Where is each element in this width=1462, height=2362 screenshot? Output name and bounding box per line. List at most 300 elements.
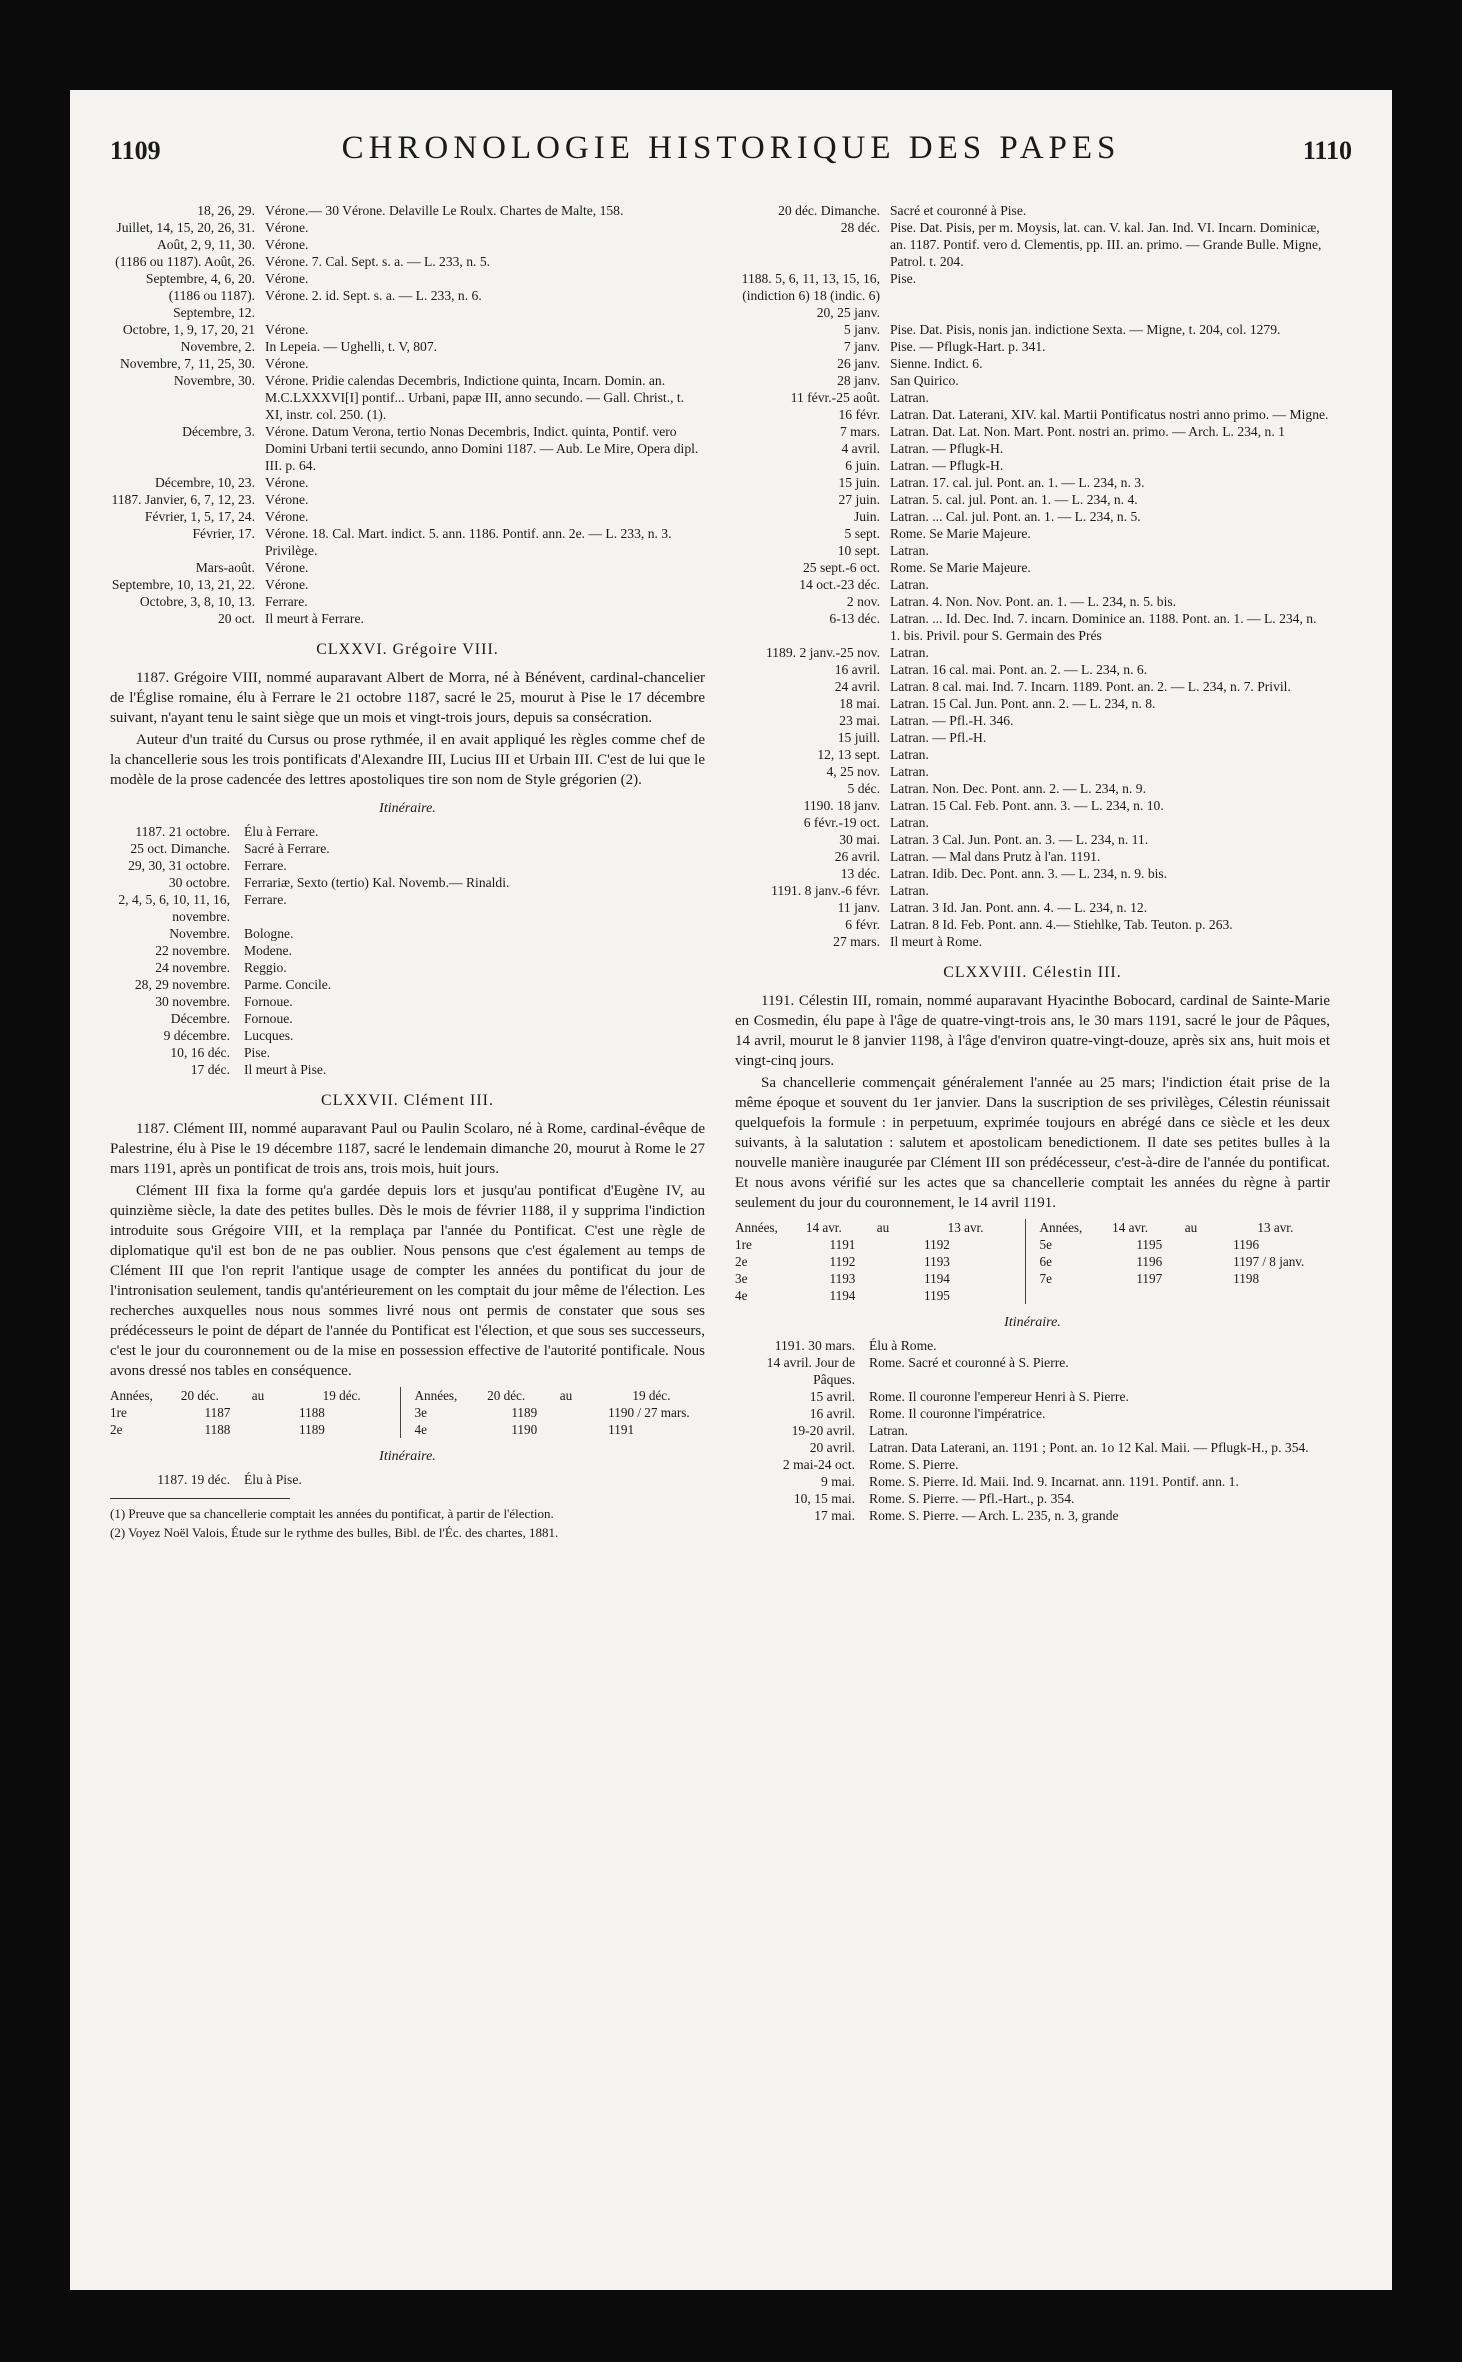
itinerary-date: 24 novembre. (155, 960, 230, 975)
itinerary-date: 7 janv. (843, 339, 880, 354)
itinerary-entry: Il meurt à Rome. (890, 934, 983, 949)
itinerary-date: 28, 29 novembre. (134, 977, 230, 992)
itinerary-entry: Ferrare. (244, 858, 287, 873)
itinerary-date: Décembre. (170, 1011, 230, 1026)
itinerary-row (735, 678, 1330, 695)
itinerary-date: 1191. 30 mars. (774, 1338, 855, 1353)
itinerary-date: 1190. 18 janv. (803, 798, 880, 813)
itinerary-date: 30 mai. (839, 832, 880, 847)
itinerary-row (735, 423, 1330, 440)
itinerary-row (110, 959, 705, 976)
itinerary-row (735, 321, 1330, 338)
table-cell: 4e (735, 1288, 748, 1303)
itinerary-row (735, 559, 1330, 576)
itinerary-entry: Vérone. (265, 356, 309, 371)
itinerary-row (735, 882, 1330, 899)
itinerary-entry: Sienne. Indict. 6. (890, 356, 983, 371)
table-header-cell: 13 avr. (947, 1220, 984, 1235)
table-cell: 1190 / 27 mars. (608, 1405, 690, 1420)
itinerary-row (110, 355, 705, 372)
itinerary-row (110, 270, 705, 287)
table-header-row (110, 1387, 394, 1404)
itinerary-row (110, 338, 705, 355)
table-cell: 1188 (299, 1405, 325, 1420)
itinerary-row (110, 925, 705, 942)
footnote: (2) Voyez Noël Valois, Étude sur le rythme des bulles, Bibl. de l'Éc. des chartes, 1881. (110, 1525, 559, 1540)
itinerary-entry: Sacré à Ferrare. (244, 841, 330, 856)
itinerary-entry: Rome. S. Pierre. Id. Maii. Ind. 9. Incarnat. ann. 1191. Pontif. ann. 1. (869, 1474, 1239, 1489)
itinerary-row (735, 202, 1330, 219)
itinerary-date: 1187. 19 déc. (157, 1472, 230, 1487)
itinerary-date: 2 mai-24 oct. (782, 1457, 855, 1472)
itinerary-date: 18 mai. (839, 696, 880, 711)
itinerary-entry: Rome. Sacré et couronné à S. Pierre. (869, 1355, 1069, 1370)
itinerary-entry: San Quirico. (890, 373, 959, 388)
itinerary-row (735, 576, 1330, 593)
itinerary-row (735, 270, 1330, 321)
table-row (110, 1404, 394, 1421)
itinerary-title: Itinéraire. (1004, 1315, 1061, 1330)
itinerary-date: Septembre, 4, 6, 20. (145, 271, 255, 286)
itinerary-row (735, 763, 1330, 780)
itinerary-date: 24 avril. (834, 679, 880, 694)
itinerary-entry: Vérone. (265, 492, 309, 507)
table-half (735, 1219, 1026, 1304)
itinerary-row (735, 474, 1330, 491)
footnote-rule (110, 1498, 290, 1499)
itinerary-date: 13 déc. (840, 866, 880, 881)
itinerary-entry: Sacré et couronné à Pise. (890, 203, 1027, 218)
itinerary-date: 1187. 21 octobre. (135, 824, 230, 839)
itinerary-entry: Élu à Ferrare. (244, 824, 319, 839)
table-header-cell: au (876, 1220, 890, 1235)
itinerary-entry: Rome. S. Pierre. — Pfl.-Hart., p. 354. (869, 1491, 1075, 1506)
itinerary-row (735, 1490, 1330, 1507)
section-heading-clement-iii: CLXXVII. Clément III. (321, 1092, 494, 1109)
table-header-row (1040, 1219, 1331, 1236)
itinerary-row (735, 1507, 1330, 1524)
itinerary-entry: Latran. 15 Cal. Jun. Pont. ann. 2. — L. 234, n. 8. (890, 696, 1156, 711)
itinerary-entry: Vérone.— 30 Vérone. Delaville Le Roulx. Chartes de Malte, 158. (265, 203, 624, 218)
itinerary-row (735, 1439, 1330, 1456)
itinerary-row (735, 797, 1330, 814)
itinerary-entry: Il meurt à Ferrare. (265, 611, 364, 626)
itinerary-entry: Rome. S. Pierre. — Arch. L. 235, n. 3, grande (869, 1508, 1119, 1523)
table-cell: 1re (735, 1237, 752, 1252)
table-cell: 1195 (924, 1288, 950, 1303)
itinerary-entry: Pise. — Pflugk-Hart. p. 341. (890, 339, 1046, 354)
table-header-cell: 13 avr. (1257, 1220, 1294, 1235)
itinerary-row (735, 1456, 1330, 1473)
table-cell: 1191 (829, 1237, 856, 1252)
itinerary-entry: Latran. (869, 1423, 908, 1438)
itinerary-date: 4, 25 nov. (826, 764, 880, 779)
itinerary-date: 20 déc. Dimanche. (778, 203, 880, 218)
itinerary-row (110, 525, 705, 559)
itinerary-entry: Latran. Non. Dec. Pont. ann. 2. — L. 234, n. 9. (890, 781, 1146, 796)
itinerary-row (110, 559, 705, 576)
itinerary-row (735, 440, 1330, 457)
itinerary-entry: Rome. Se Marie Majeure. (890, 560, 1031, 575)
itinerary-row (735, 1388, 1330, 1405)
itinerary-entry: Latran. 3 Id. Jan. Pont. ann. 4. — L. 234, n. 12. (890, 900, 1148, 915)
itinerary-entry: Latran. (890, 645, 929, 660)
table-cell: 5e (1039, 1237, 1052, 1252)
itinerary-date: 30 novembre. (155, 994, 230, 1009)
pontificate-years-table (110, 1387, 705, 1438)
itinerary-date: 5 janv. (843, 322, 880, 337)
itinerary-entry: Latran. (890, 883, 929, 898)
table-cell: 1197 (1136, 1271, 1163, 1286)
itinerary-date: 20 avril. (809, 1440, 855, 1455)
table-cell: 1194 (829, 1288, 856, 1303)
table-half (110, 1387, 401, 1438)
itinerary-entry: Vérone. (265, 577, 309, 592)
book-page (70, 90, 1392, 2290)
itinerary-row (735, 406, 1330, 423)
itinerary-entry: Vérone. Pridie calendas Decembris, Indictione quinta, Incarn. Domin. an. M.C.LXXXVI[I] pontif... Urbani, papæ III, anno secundo. — Gall. Christ., t. XI, instr. col. 250. (1). (265, 373, 685, 422)
table-header-cell: 14 avr. (1112, 1220, 1149, 1235)
itinerary-entry: Latran. — Pflugk-H. (890, 458, 1004, 473)
itinerary-date: Septembre, 10, 13, 21, 22. (111, 577, 255, 592)
itinerary-row (735, 491, 1330, 508)
itinerary-entry: Vérone. 18. Cal. Mart. indict. 5. ann. 1186. Pontif. ann. 2e. — L. 233, n. 3. Privilège. (265, 526, 672, 558)
itinerary-date: (1186 ou 1187). Septembre, 12. (168, 288, 255, 320)
itinerary-date: (1186 ou 1187). Août, 26. (115, 254, 255, 269)
itinerary-date: 5 déc. (847, 781, 880, 796)
itinerary-row (110, 1471, 705, 1488)
table-row (735, 1287, 1019, 1304)
table-cell: 1193 (829, 1271, 856, 1286)
itinerary-row (735, 372, 1330, 389)
table-cell: 1192 (829, 1254, 856, 1269)
itinerary-row (110, 1010, 705, 1027)
itinerary-row (110, 423, 705, 474)
itinerary-entry: Latran. 17. cal. jul. Pont. an. 1. — L. 234, n. 3. (890, 475, 1145, 490)
itinerary-title: Itinéraire. (379, 1449, 436, 1464)
itinerary-date: 20 oct. (218, 611, 255, 626)
itinerary-date: 23 mai. (839, 713, 880, 728)
itinerary-date: 15 juin. (838, 475, 880, 490)
itinerary-entry: Ferrariæ, Sexto (tertio) Kal. Novemb.— Rinaldi. (244, 875, 510, 890)
itinerary-entry: Latran. ... Cal. jul. Pont. an. 1. — L. 234, n. 5. (890, 509, 1141, 524)
itinerary-row (735, 355, 1330, 372)
itinerary-row (110, 1061, 705, 1078)
itinerary-entry: Ferrare. (265, 594, 308, 609)
itinerary-row (110, 491, 705, 508)
itinerary-date: 17 déc. (190, 1062, 230, 1077)
itinerary-entry: Latran. (890, 815, 929, 830)
itinerary-row (110, 474, 705, 491)
itinerary-entry: Latran. 4. Non. Nov. Pont. an. 1. — L. 234, n. 5. bis. (890, 594, 1177, 609)
itinerary-entry: Pise. Dat. Pisis, nonis jan. indictione Sexta. — Migne, t. 204, col. 1279. (890, 322, 1281, 337)
itinerary-row (110, 576, 705, 593)
table-header-cell: Années, (735, 1220, 778, 1235)
table-row (110, 1421, 394, 1438)
itinerary-entry: Latran. 5. cal. jul. Pont. an. 1. — L. 234, n. 4. (890, 492, 1138, 507)
itinerary-date: 6 févr.-19 oct. (803, 815, 880, 830)
itinerary-entry: Vérone. (265, 509, 309, 524)
table-cell: 1189 (511, 1405, 538, 1420)
itinerary-entry: Modene. (244, 943, 292, 958)
itinerary-date: Février, 17. (192, 526, 255, 541)
itinerary-date: 27 juin. (838, 492, 880, 507)
itinerary-entry: Latran. Dat. Lat. Non. Mart. Pont. nostri an. primo. — Arch. L. 234, n. 1 (890, 424, 1285, 439)
itinerary-date: 1189. 2 janv.-25 nov. (765, 645, 880, 660)
itinerary-date: 16 avril. (809, 1406, 855, 1421)
itinerary-entry: Latran. — Mal dans Prutz à l'an. 1191. (890, 849, 1101, 864)
itinerary-entry: Vérone. (265, 271, 309, 286)
itinerary-row (110, 823, 705, 840)
itinerary-row (735, 695, 1330, 712)
itinerary-date: 26 avril. (834, 849, 880, 864)
itinerary-date: Juillet, 14, 15, 20, 26, 31. (116, 220, 255, 235)
itinerary-row (110, 1027, 705, 1044)
itinerary-entry: Fornoue. (244, 994, 293, 1009)
itinerary-entry: Rome. Il couronne l'empereur Henri à S. Pierre. (869, 1389, 1129, 1404)
itinerary-entry: Rome. Se Marie Majeure. (890, 526, 1031, 541)
table-header-cell: Années, (110, 1388, 153, 1403)
paragraph: 1187. Grégoire VIII, nommé auparavant Albert de Morra, né à Bénévent, cardinal-chancelier de l'Église romaine, élu à Ferrare le 21 octobre 1187, sacré le 25, mourut à Pise le 17 décembre suivant, n'ayant tenu le saint siège que un mois et vingt-trois jours, depuis sa consécration. (110, 670, 705, 726)
table-cell: 1196 (1136, 1254, 1163, 1269)
table-row (1040, 1253, 1331, 1270)
itinerary-entry: Vérone. Datum Verona, tertio Nonas Decembris, Indict. quinta, Pontif. vero Domini Urbani tertii secundo, anno Domini 1187. — Aub. Le Mire, Opera dipl. III. p. 64. (265, 424, 699, 473)
table-cell: 3e (414, 1405, 427, 1420)
itinerary-row (110, 593, 705, 610)
itinerary-date: Décembre, 10, 23. (154, 475, 255, 490)
table-cell: 1re (110, 1405, 127, 1420)
table-half (415, 1387, 706, 1438)
footnote: (1) Preuve que sa chancellerie comptait les années du pontificat, à partir de l'élection. (110, 1506, 554, 1521)
table-half (1040, 1219, 1331, 1304)
table-header-row (735, 1219, 1019, 1236)
itinerary-entry: Vérone. (265, 237, 309, 252)
itinerary-date: 1188. 5, 6, 11, 13, 15, 16, (indiction 6) 18 (indic. 6) 20, 25 janv. (741, 271, 880, 320)
itinerary-row (735, 1337, 1330, 1354)
itinerary-row (735, 780, 1330, 797)
itinerary-row (110, 891, 705, 925)
paragraph: Auteur d'un traité du Cursus ou prose rythmée, il en avait appliqué les règles comme chef de la chancellerie sous les trois pontificats d'Alexandre III, Lucius III et Urbain III. C'est de lui que le modèle de la prose cadencée des lettres apostoliques tire son nom de Style grégorien (2). (110, 732, 705, 788)
itinerary-date: 30 octobre. (168, 875, 230, 890)
itinerary-row (110, 372, 705, 423)
itinerary-date: 11 janv. (837, 900, 880, 915)
itinerary-date: 1187. Janvier, 6, 7, 12, 23. (111, 492, 255, 507)
itinerary-row (735, 712, 1330, 729)
itinerary-row (110, 993, 705, 1010)
paragraph: Sa chancellerie commençait généralement l'année au 25 mars; l'indiction était prise de la même époque et souvent du 1er janvier. Dans la suscription de ses privilèges, Célestin réunissait quelquefois la formule : in perpetuum, exprimée toujours en abrégé dans ce siècle et les deux suivants, à la salutation : salutem et apostolicam benedictionem. Il date ses petites bulles à la nouvelle manière inaugurée par Clément III son prédécesseur, c'est-à-dire de l'année du pontificat. Et nous avons vérifié sur les actes que sa chancellerie comptait les années du règne à partir seulement du jour du couronnement, le 14 avril 1191. (735, 1075, 1330, 1211)
itinerary-date: 19-20 avril. (791, 1423, 855, 1438)
itinerary-date: 25 sept.-6 oct. (802, 560, 880, 575)
itinerary-date: 7 mars. (839, 424, 880, 439)
itinerary-entry: Latran. (890, 764, 929, 779)
itinerary-row (735, 1422, 1330, 1439)
table-header-row (415, 1387, 706, 1404)
itinerary-entry: Rome. S. Pierre. (869, 1457, 959, 1472)
itinerary-entry: Ferrare. (244, 892, 287, 907)
itinerary-date: 2, 4, 5, 6, 10, 11, 16, novembre. (118, 892, 230, 924)
itinerary-row (110, 976, 705, 993)
itinerary-row (735, 899, 1330, 916)
itinerary-date: 14 avril. Jour de Pâques. (766, 1355, 855, 1387)
right-column (735, 202, 1330, 1524)
page-number-left: 1109 (110, 136, 161, 165)
itinerary-row (735, 610, 1330, 644)
itinerary-entry: Latran. Data Laterani, an. 1191 ; Pont. an. 1o 12 Kal. Maii. — Pflugk-H., p. 354. (869, 1440, 1309, 1455)
itinerary-date: 10 sept. (837, 543, 880, 558)
table-cell: 1192 (924, 1237, 950, 1252)
itinerary-title: Itinéraire. (379, 801, 436, 816)
itinerary-row (110, 202, 705, 219)
table-cell: 1187 (204, 1405, 231, 1420)
itinerary-row (735, 746, 1330, 763)
itinerary-entry: Vérone. 7. Cal. Sept. s. a. — L. 233, n. 5. (265, 254, 491, 269)
table-cell: 7e (1039, 1271, 1052, 1286)
itinerary-date: 15 juill. (837, 730, 880, 745)
itinerary-row (110, 874, 705, 891)
itinerary-entry: Latran. (890, 747, 929, 762)
table-cell: 1193 (924, 1254, 950, 1269)
itinerary-entry: Latran. — Pflugk-H. (890, 441, 1004, 456)
table-header-cell: 19 déc. (632, 1388, 671, 1403)
table-cell: 1194 (924, 1271, 950, 1286)
itinerary-entry: Latran. 8 cal. mai. Ind. 7. Incarn. 1189. Pont. an. 2. — L. 234, n. 7. Privil. (890, 679, 1291, 694)
itinerary-row (735, 865, 1330, 882)
itinerary-row (735, 1405, 1330, 1422)
itinerary-entry: Latran. 15 Cal. Feb. Pont. ann. 3. — L. 234, n. 10. (890, 798, 1164, 813)
paragraph: 1187. Clément III, nommé auparavant Paul ou Paulin Scolaro, né à Rome, cardinal-évêque de Palestrine, élu à Pise le 19 décembre 1187, sacré le lendemain dimanche 20, mourut à Rome le 27 mars 1191, après un pontificat de trois ans, trois mois, huit jours. (110, 1121, 705, 1177)
itinerary-row (735, 644, 1330, 661)
itinerary-row (735, 593, 1330, 610)
itinerary-date: Novembre, 7, 11, 25, 30. (119, 356, 255, 371)
itinerary-entry: Parme. Concile. (244, 977, 332, 992)
itinerary-entry: Vérone. 2. id. Sept. s. a. — L. 233, n. 6. (265, 288, 482, 303)
itinerary-row (735, 525, 1330, 542)
itinerary-date: 4 avril. (841, 441, 880, 456)
itinerary-date: 10, 15 mai. (793, 1491, 855, 1506)
table-row (415, 1421, 706, 1438)
itinerary-row (110, 253, 705, 270)
itinerary-date: 6-13 déc. (829, 611, 880, 626)
itinerary-entry: Vérone. (265, 475, 309, 490)
itinerary-row (735, 542, 1330, 559)
itinerary-row (735, 389, 1330, 406)
itinerary-row (110, 508, 705, 525)
table-cell: 1198 (1233, 1271, 1260, 1286)
itinerary-date: 9 mai. (821, 1474, 855, 1489)
itinerary-entry: Latran. (890, 577, 929, 592)
itinerary-date: Août, 2, 9, 11, 30. (156, 237, 255, 252)
table-header-cell: au (559, 1388, 573, 1403)
itinerary-date: 26 janv. (837, 356, 880, 371)
table-cell: 1190 (511, 1422, 538, 1437)
itinerary-row (110, 219, 705, 236)
section-heading-gregoire-viii: CLXXVI. Grégoire VIII. (316, 641, 499, 658)
table-header-cell: 14 avr. (805, 1220, 842, 1235)
paragraph: Clément III fixa la forme qu'a gardée depuis lors et jusqu'au pontificat d'Eugène IV, au quinzième siècle, la date des petites bulles. Dès le mois de février 1188, il y supprima l'indiction introduite sous Grégoire VIII, et la remplaça par l'année du Pontificat. C'est une règle de diplomatique qu'il est bon de ne pas oublier. Nous pensons que c'est également au temps de Clément III que l'on reprit l'antique usage de compter les années du pontificat du jour de l'intronisation seulement, tandis qu'antérieurement on les comptait du jour même de l'élection. Les recherches auxquelles nous nous sommes livré nous ont permis de constater que sous ses prédécesseurs le point de départ de l'année du Pontificat est l'élection, et que sous ses successeurs, c'est le jour du couronnement ou de la mise en possession effective de l'autorité pontificale. Nous avons dressé nos tables en conséquence. (110, 1183, 705, 1379)
table-cell: 2e (110, 1422, 123, 1437)
paragraph: 1191. Célestin III, romain, nommé auparavant Hyacinthe Bobocard, cardinal de Sainte-Marie en Cosmedin, élu pape à l'âge de quatre-vingt-trois ans, le 30 mars 1191, sacré le jour de Pâques, 14 avril, mourut le 8 janvier 1198, à l'âge d'environ quatre-vingt-douze, après six ans, huit mois et vingt-cinq jours. (735, 993, 1330, 1069)
itinerary-date: 12, 13 sept. (817, 747, 880, 762)
table-cell: 1196 (1233, 1237, 1260, 1252)
itinerary-date: Mars-août. (195, 560, 255, 575)
itinerary-entry: Latran. Idib. Dec. Pont. ann. 3. — L. 234, n. 9. bis. (890, 866, 1168, 881)
itinerary-date: 29, 30, 31 octobre. (128, 858, 230, 873)
left-column (110, 202, 705, 1543)
itinerary-date: Novembre. (169, 926, 230, 941)
itinerary-entry: Élu à Pise. (244, 1472, 302, 1487)
table-header-cell: 19 déc. (322, 1388, 361, 1403)
itinerary-entry: Latran. — Pfl.-H. 346. (890, 713, 1014, 728)
itinerary-date: 25 oct. Dimanche. (130, 841, 230, 856)
itinerary-entry: Pise. (244, 1045, 271, 1060)
itinerary-row (110, 321, 705, 338)
table-cell: 1191 (608, 1422, 635, 1437)
itinerary-entry: Lucques. (244, 1028, 294, 1043)
itinerary-date: 2 nov. (846, 594, 880, 609)
itinerary-date: Décembre, 3. (182, 424, 255, 439)
itinerary-date: 9 décembre. (163, 1028, 230, 1043)
itinerary-row (735, 508, 1330, 525)
itinerary-date: 16 avril. (834, 662, 880, 677)
itinerary-date: 1191. 8 janv.-6 févr. (771, 883, 880, 898)
table-cell: 6e (1039, 1254, 1052, 1269)
itinerary-entry: Il meurt à Pise. (244, 1062, 327, 1077)
itinerary-entry: Vérone. (265, 560, 309, 575)
itinerary-row (110, 942, 705, 959)
table-header-cell: Années, (414, 1388, 458, 1403)
itinerary-entry: Latran. ... Id. Dec. Ind. 7. incarn. Dominice an. 1188. Pont. an. 1. — L. 234, n. 1. bis. Privil. pour S. Germain des Prés (890, 611, 1317, 643)
itinerary-row (735, 1473, 1330, 1490)
itinerary-row (110, 610, 705, 627)
itinerary-date: 15 avril. (809, 1389, 855, 1404)
itinerary-entry: Fornoue. (244, 1011, 293, 1026)
table-header-cell: au (251, 1388, 265, 1403)
itinerary-entry: Latran. (890, 390, 929, 405)
table-row (415, 1404, 706, 1421)
itinerary-row (735, 729, 1330, 746)
itinerary-date: 14 oct.-23 déc. (799, 577, 880, 592)
table-cell: 1197 / 8 janv. (1233, 1254, 1305, 1269)
itinerary-entry: Vérone. (265, 322, 309, 337)
itinerary-date: Octobre, 1, 9, 17, 20, 21 (122, 322, 255, 337)
itinerary-entry: Latran. 3 Cal. Jun. Pont. an. 3. — L. 234, n. 11. (890, 832, 1149, 847)
itinerary-entry: Pise. Dat. Pisis, per m. Moysis, lat. can. V. kal. Jan. Ind. VI. Incarn. Dominicæ, an. 1187. Pontif. vero d. Clementis, pp. III. an. primo. — Grande Bulle. Migne, Patrol. t. 204. (890, 220, 1322, 269)
itinerary-date: Février, 1, 5, 17, 24. (144, 509, 255, 524)
itinerary-entry: In Lepeia. — Ughelli, t. V, 807. (265, 339, 438, 354)
itinerary-row (110, 287, 705, 321)
itinerary-row (735, 1354, 1330, 1388)
itinerary-date: 17 mai. (814, 1508, 855, 1523)
itinerary-row (735, 916, 1330, 933)
itinerary-row (110, 840, 705, 857)
table-cell: 1189 (299, 1422, 325, 1437)
running-header (110, 130, 1352, 170)
itinerary-date: Novembre, 30. (173, 373, 255, 388)
table-header-cell: Années, (1039, 1220, 1083, 1235)
table-cell: 4e (414, 1422, 427, 1437)
itinerary-entry: Élu à Rome. (869, 1338, 937, 1353)
itinerary-date: 18, 26, 29. (197, 203, 255, 218)
itinerary-row (735, 661, 1330, 678)
itinerary-row (735, 848, 1330, 865)
itinerary-entry: Pise. (890, 271, 917, 286)
itinerary-date: 22 novembre. (155, 943, 230, 958)
itinerary-date: Juin. (853, 509, 880, 524)
itinerary-row (110, 1044, 705, 1061)
page-title: CHRONOLOGIE HISTORIQUE DES PAPES (341, 130, 1121, 166)
itinerary-row (735, 933, 1330, 950)
section-heading-celestin-iii: CLXXVIII. Célestin III. (943, 964, 1122, 981)
